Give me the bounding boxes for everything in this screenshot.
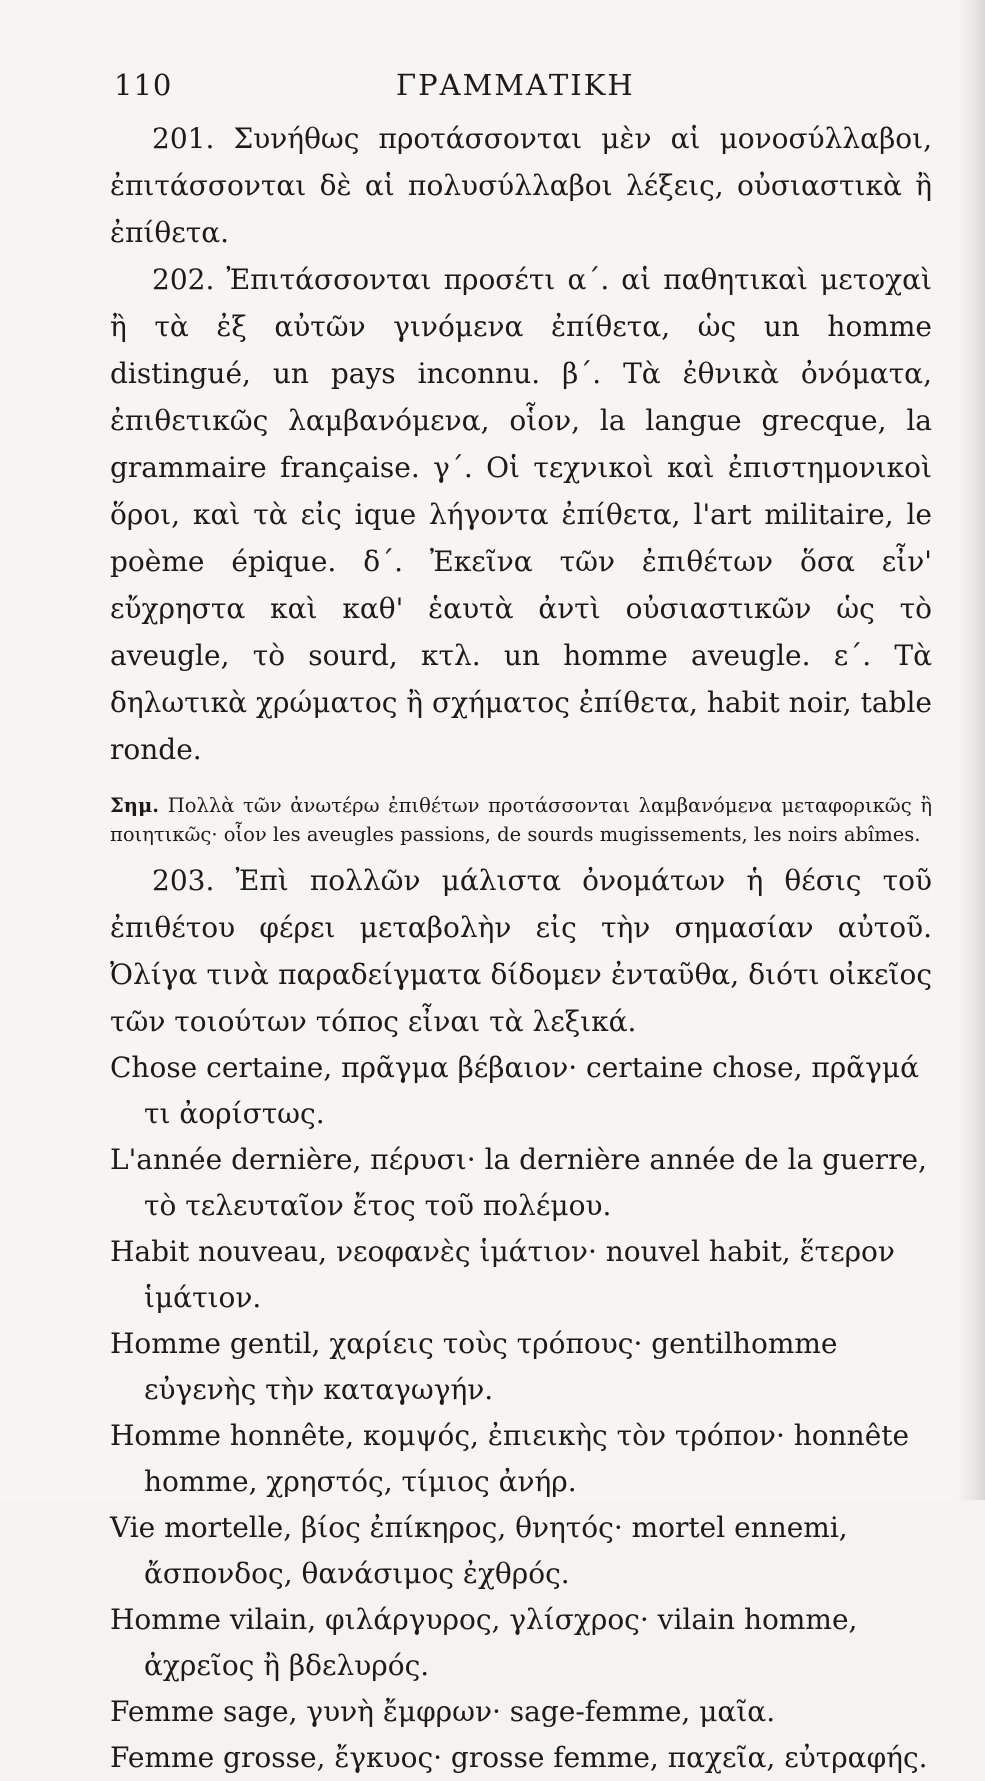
footnote-remark	[110, 791, 932, 849]
example-entry: Chose certaine, πρᾶγμα βέβαιον· certaine chose, πρᾶγμά τι ἀορίστως.	[110, 1051, 920, 1130]
example-list	[110, 1045, 932, 1781]
page-body	[110, 115, 932, 1781]
example-entry: Homme vilain, φιλάργυρος, γλίσχρος· vilain homme, ἀχρεῖος ἢ βδελυρός.	[110, 1603, 858, 1682]
paragraph-202: 202. Ἐπιτάσσονται προσέτι α΄. αἱ παθητικαὶ μετοχαὶ ἢ τὰ ἐξ αὐτῶν γινόμενα ἐπίθετα, ὡς un homme distingué, un pays inconnu. β΄. Τὰ ἐθνικὰ ὀνόματα, ἐπιθετικῶς λαμβανόμενα, οἷον, la langue grecque, la grammaire française. γ΄. Οἱ τεχνικοὶ καὶ ἐπιστημονικοὶ ὅροι, καὶ τὰ εἰς ique λήγοντα ἐπίθετα, l'art militaire, le poème épique. δ΄. Ἐκεῖνα τῶν ἐπιθέτων ὅσα εἶν' εὔχρηστα καὶ καθ' ἑαυτὰ ἀντὶ οὐσιαστικῶν ὡς τὸ aveugle, τὸ sourd, κτλ. un homme aveugle. ε΄. Τὰ δηλωτικὰ χρώματος ἢ σχήματος ἐπίθετα, habit noir, table ronde.	[110, 263, 932, 766]
example-entry: L'année dernière, πέρυσι· la dernière année de la guerre, τὸ τελευταῖον ἔτος τοῦ πολέμου.	[110, 1143, 927, 1222]
running-title: ΓΡΑΜΜΑΤΙΚΗ	[396, 68, 635, 102]
example-entry: Femme sage, γυνὴ ἔμφρων· sage-femme, μαῖα.	[110, 1695, 776, 1728]
note-text: Πολλὰ τῶν ἀνωτέρω ἐπιθέτων προτάσσονται λαμβανόμενα μεταφορικῶς ἢ ποιητικῶς· οἷον les aveugles passions, de sourds mugissements, les noirs abîmes.	[110, 794, 933, 846]
example-entry: Homme honnête, κομψός, ἐπιεικὴς τὸν τρόπον· honnête homme, χρηστός, τίμιος ἀνήρ.	[110, 1419, 910, 1498]
example-entry: Habit nouveau, νεοφανὲς ἱμάτιον· nouvel habit, ἕτερον ἱμάτιον.	[110, 1235, 895, 1314]
paragraph-203: 203. Ἐπὶ πολλῶν μάλιστα ὀνομάτων ἡ θέσις τοῦ ἐπιθέτου φέρει μεταβολὴν εἰς τὴν σημασίαν αὐτοῦ. Ὀλίγα τινὰ παραδείγματα δίδομεν ἐνταῦθα, διότι οἰκεῖος τῶν τοιούτων τόπος εἶναι τὰ λεξικά.	[110, 864, 932, 1038]
page-number: 110	[114, 68, 173, 102]
example-entry: Vie mortelle, βίος ἐπίκηρος, θνητός· mortel ennemi, ἄσπονδος, θανάσιμος ἐχθρός.	[110, 1511, 848, 1590]
page-header	[114, 68, 927, 114]
example-entry: Femme grosse, ἔγκυος· grosse femme, παχεῖα, εὐτραφής.	[110, 1741, 928, 1774]
example-entry: Homme gentil, χαρίεις τοὺς τρόπους· gentilhomme εὐγενὴς τὴν καταγωγήν.	[110, 1327, 838, 1406]
note-label: Σημ.	[110, 794, 160, 817]
page-edge-shadow	[957, 0, 985, 1500]
paragraph-201: 201. Συνήθως προτάσσονται μὲν αἱ μονοσύλλαβοι, ἐπιτάσσονται δὲ αἱ πολυσύλλαβοι λέξεις, οὐσιαστικὰ ἢ ἐπίθετα.	[110, 122, 932, 249]
